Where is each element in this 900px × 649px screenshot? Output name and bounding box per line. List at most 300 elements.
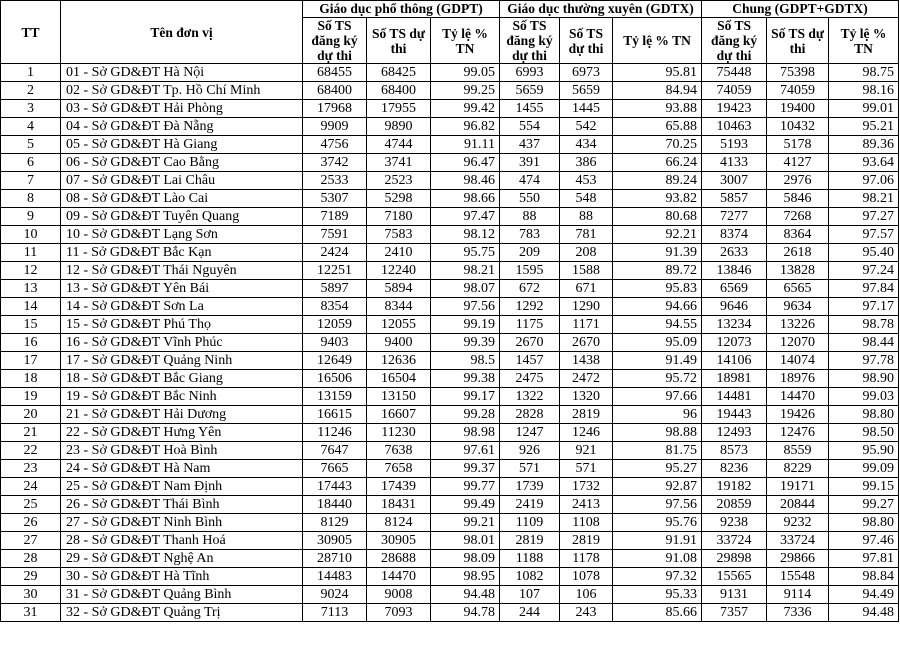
row-gdtx-rate: 95.27 (613, 460, 702, 478)
row-unit: 11 - Sở GD&ĐT Bắc Kạn (61, 244, 303, 262)
row-gdpt-registered: 7113 (303, 604, 367, 622)
row-tt: 29 (1, 568, 61, 586)
row-all-rate: 95.90 (829, 442, 899, 460)
row-gdpt-rate: 97.56 (431, 298, 500, 316)
row-gdpt-sat: 9890 (367, 118, 431, 136)
row-all-registered: 20859 (702, 496, 767, 514)
row-gdtx-sat: 2670 (560, 334, 613, 352)
row-gdpt-registered: 12649 (303, 352, 367, 370)
row-unit: 16 - Sở GD&ĐT Vĩnh Phúc (61, 334, 303, 352)
row-gdpt-rate: 98.01 (431, 532, 500, 550)
row-gdpt-rate: 98.07 (431, 280, 500, 298)
table-row (1, 532, 899, 550)
row-gdpt-sat: 13150 (367, 388, 431, 406)
row-gdtx-rate: 89.24 (613, 172, 702, 190)
row-unit: 07 - Sở GD&ĐT Lai Châu (61, 172, 303, 190)
row-all-sat: 19426 (767, 406, 829, 424)
row-gdtx-sat: 1246 (560, 424, 613, 442)
table-row (1, 172, 899, 190)
row-all-registered: 19423 (702, 100, 767, 118)
row-gdpt-sat: 17955 (367, 100, 431, 118)
row-gdtx-rate: 95.83 (613, 280, 702, 298)
header-group-chung: Chung (GDPT+GDTX) (702, 1, 899, 18)
row-gdtx-rate: 95.33 (613, 586, 702, 604)
row-unit: 22 - Sở GD&ĐT Hưng Yên (61, 424, 303, 442)
row-all-registered: 13234 (702, 316, 767, 334)
row-gdpt-registered: 17968 (303, 100, 367, 118)
row-tt: 12 (1, 262, 61, 280)
row-gdtx-rate: 70.25 (613, 136, 702, 154)
row-all-registered: 29898 (702, 550, 767, 568)
row-gdpt-sat: 7093 (367, 604, 431, 622)
row-all-sat: 9634 (767, 298, 829, 316)
row-all-sat: 5846 (767, 190, 829, 208)
row-unit: 29 - Sở GD&ĐT Nghệ An (61, 550, 303, 568)
row-gdtx-registered: 926 (500, 442, 560, 460)
row-all-sat: 13226 (767, 316, 829, 334)
row-all-rate: 94.48 (829, 604, 899, 622)
row-all-rate: 89.36 (829, 136, 899, 154)
header-tt: TT (1, 1, 61, 64)
row-unit: 18 - Sở GD&ĐT Bắc Giang (61, 370, 303, 388)
row-gdpt-sat: 68425 (367, 64, 431, 82)
row-gdtx-rate: 95.72 (613, 370, 702, 388)
header-all-rate: Tỷ lệ % TN (829, 18, 899, 64)
row-gdtx-registered: 437 (500, 136, 560, 154)
row-gdtx-sat: 243 (560, 604, 613, 622)
row-gdtx-rate: 96 (613, 406, 702, 424)
row-gdpt-rate: 94.78 (431, 604, 500, 622)
row-unit: 04 - Sở GD&ĐT Đà Nẵng (61, 118, 303, 136)
row-tt: 5 (1, 136, 61, 154)
row-gdtx-registered: 1082 (500, 568, 560, 586)
row-gdtx-rate: 95.76 (613, 514, 702, 532)
table-row (1, 352, 899, 370)
row-gdtx-rate: 91.91 (613, 532, 702, 550)
row-all-registered: 18981 (702, 370, 767, 388)
header-group-gdpt: Giáo dục phổ thông (GDPT) (303, 1, 500, 18)
row-all-sat: 7268 (767, 208, 829, 226)
row-all-sat: 18976 (767, 370, 829, 388)
row-unit: 10 - Sở GD&ĐT Lạng Sơn (61, 226, 303, 244)
row-gdtx-rate: 91.49 (613, 352, 702, 370)
row-gdpt-rate: 99.77 (431, 478, 500, 496)
row-gdtx-registered: 1595 (500, 262, 560, 280)
row-all-rate: 99.09 (829, 460, 899, 478)
row-gdtx-registered: 391 (500, 154, 560, 172)
row-tt: 17 (1, 352, 61, 370)
row-gdtx-rate: 94.55 (613, 316, 702, 334)
row-gdtx-sat: 548 (560, 190, 613, 208)
header-group-gdtx: Giáo dục thường xuyên (GDTX) (500, 1, 702, 18)
row-gdtx-registered: 2670 (500, 334, 560, 352)
row-gdtx-rate: 91.08 (613, 550, 702, 568)
row-tt: 20 (1, 406, 61, 424)
table-row (1, 190, 899, 208)
row-gdpt-sat: 12240 (367, 262, 431, 280)
row-gdpt-registered: 5897 (303, 280, 367, 298)
row-tt: 9 (1, 208, 61, 226)
row-gdtx-registered: 1109 (500, 514, 560, 532)
row-gdpt-sat: 2410 (367, 244, 431, 262)
row-gdtx-registered: 88 (500, 208, 560, 226)
row-gdtx-registered: 2819 (500, 532, 560, 550)
row-gdpt-rate: 99.42 (431, 100, 500, 118)
row-gdtx-rate: 92.87 (613, 478, 702, 496)
row-gdtx-sat: 1320 (560, 388, 613, 406)
row-all-rate: 97.06 (829, 172, 899, 190)
row-gdtx-sat: 6973 (560, 64, 613, 82)
row-gdtx-registered: 1739 (500, 478, 560, 496)
header-all-registered: Số TS đăng ký dự thi (702, 18, 767, 64)
row-all-rate: 98.75 (829, 64, 899, 82)
row-all-rate: 97.24 (829, 262, 899, 280)
row-gdpt-rate: 96.47 (431, 154, 500, 172)
row-gdpt-rate: 98.12 (431, 226, 500, 244)
table-row (1, 586, 899, 604)
row-tt: 19 (1, 388, 61, 406)
row-gdtx-sat: 208 (560, 244, 613, 262)
row-gdpt-rate: 99.25 (431, 82, 500, 100)
row-all-rate: 97.46 (829, 532, 899, 550)
row-all-rate: 99.01 (829, 100, 899, 118)
header-gdtx-sat: Số TS dự thi (560, 18, 613, 64)
row-gdpt-registered: 68400 (303, 82, 367, 100)
table-row (1, 604, 899, 622)
row-all-sat: 13828 (767, 262, 829, 280)
row-gdtx-sat: 2472 (560, 370, 613, 388)
row-all-sat: 2976 (767, 172, 829, 190)
row-gdpt-rate: 98.09 (431, 550, 500, 568)
row-all-rate: 97.84 (829, 280, 899, 298)
row-all-registered: 75448 (702, 64, 767, 82)
row-all-rate: 97.27 (829, 208, 899, 226)
header-unit: Tên đơn vị (61, 1, 303, 64)
row-unit: 08 - Sở GD&ĐT Lào Cai (61, 190, 303, 208)
row-gdpt-sat: 5894 (367, 280, 431, 298)
row-gdtx-rate: 81.75 (613, 442, 702, 460)
row-all-sat: 7336 (767, 604, 829, 622)
row-gdpt-sat: 30905 (367, 532, 431, 550)
row-gdpt-sat: 5298 (367, 190, 431, 208)
row-gdtx-sat: 542 (560, 118, 613, 136)
row-all-rate: 97.81 (829, 550, 899, 568)
row-all-rate: 98.16 (829, 82, 899, 100)
row-all-rate: 94.49 (829, 586, 899, 604)
row-tt: 7 (1, 172, 61, 190)
row-gdpt-registered: 18440 (303, 496, 367, 514)
row-unit: 23 - Sở GD&ĐT Hoà Bình (61, 442, 303, 460)
row-all-rate: 99.27 (829, 496, 899, 514)
row-all-rate: 95.40 (829, 244, 899, 262)
row-all-registered: 13846 (702, 262, 767, 280)
row-gdpt-rate: 98.98 (431, 424, 500, 442)
row-all-sat: 4127 (767, 154, 829, 172)
table-row (1, 514, 899, 532)
row-all-rate: 95.21 (829, 118, 899, 136)
row-all-registered: 10463 (702, 118, 767, 136)
row-all-registered: 8573 (702, 442, 767, 460)
row-gdpt-rate: 99.37 (431, 460, 500, 478)
row-all-registered: 15565 (702, 568, 767, 586)
table-row (1, 262, 899, 280)
row-all-sat: 6565 (767, 280, 829, 298)
row-gdtx-rate: 85.66 (613, 604, 702, 622)
row-gdtx-rate: 93.88 (613, 100, 702, 118)
row-gdtx-sat: 1588 (560, 262, 613, 280)
row-gdpt-registered: 7189 (303, 208, 367, 226)
row-gdtx-sat: 1445 (560, 100, 613, 118)
table-row (1, 460, 899, 478)
row-gdpt-registered: 2533 (303, 172, 367, 190)
row-gdtx-sat: 1171 (560, 316, 613, 334)
row-all-registered: 9131 (702, 586, 767, 604)
row-all-sat: 74059 (767, 82, 829, 100)
row-unit: 03 - Sở GD&ĐT Hải Phòng (61, 100, 303, 118)
row-gdtx-registered: 2475 (500, 370, 560, 388)
row-gdtx-rate: 92.21 (613, 226, 702, 244)
row-all-rate: 98.84 (829, 568, 899, 586)
row-gdpt-sat: 7638 (367, 442, 431, 460)
row-all-registered: 14106 (702, 352, 767, 370)
row-gdpt-sat: 7583 (367, 226, 431, 244)
row-gdtx-registered: 244 (500, 604, 560, 622)
row-all-registered: 74059 (702, 82, 767, 100)
table-row (1, 568, 899, 586)
row-all-rate: 93.64 (829, 154, 899, 172)
header-gdpt-sat: Số TS dự thi (367, 18, 431, 64)
row-gdtx-rate: 65.88 (613, 118, 702, 136)
row-gdpt-sat: 16504 (367, 370, 431, 388)
table-row (1, 244, 899, 262)
header-gdtx-rate: Tỷ lệ % TN (613, 18, 702, 64)
row-gdtx-sat: 1438 (560, 352, 613, 370)
row-gdpt-rate: 98.21 (431, 262, 500, 280)
row-gdpt-registered: 4756 (303, 136, 367, 154)
row-gdtx-sat: 453 (560, 172, 613, 190)
row-all-sat: 29866 (767, 550, 829, 568)
row-all-registered: 12073 (702, 334, 767, 352)
row-all-rate: 98.50 (829, 424, 899, 442)
row-gdtx-registered: 209 (500, 244, 560, 262)
row-all-registered: 4133 (702, 154, 767, 172)
table-row (1, 316, 899, 334)
row-gdpt-sat: 8124 (367, 514, 431, 532)
row-tt: 4 (1, 118, 61, 136)
row-gdtx-rate: 84.94 (613, 82, 702, 100)
row-all-sat: 15548 (767, 568, 829, 586)
row-gdtx-sat: 88 (560, 208, 613, 226)
row-gdpt-sat: 12636 (367, 352, 431, 370)
table-body (1, 64, 899, 622)
row-gdpt-registered: 14483 (303, 568, 367, 586)
row-gdpt-sat: 9400 (367, 334, 431, 352)
row-gdpt-registered: 9403 (303, 334, 367, 352)
table-row (1, 136, 899, 154)
row-gdpt-registered: 5307 (303, 190, 367, 208)
row-tt: 13 (1, 280, 61, 298)
row-all-registered: 19443 (702, 406, 767, 424)
row-gdtx-sat: 1290 (560, 298, 613, 316)
row-gdpt-sat: 8344 (367, 298, 431, 316)
row-gdtx-sat: 5659 (560, 82, 613, 100)
table-row (1, 118, 899, 136)
row-gdpt-rate: 95.75 (431, 244, 500, 262)
row-tt: 6 (1, 154, 61, 172)
row-tt: 24 (1, 478, 61, 496)
row-gdtx-registered: 1247 (500, 424, 560, 442)
row-gdtx-sat: 1108 (560, 514, 613, 532)
table-row (1, 82, 899, 100)
row-all-sat: 2618 (767, 244, 829, 262)
row-gdtx-sat: 2819 (560, 532, 613, 550)
row-all-rate: 99.03 (829, 388, 899, 406)
row-gdtx-sat: 781 (560, 226, 613, 244)
row-gdpt-sat: 18431 (367, 496, 431, 514)
row-gdtx-sat: 1732 (560, 478, 613, 496)
row-tt: 26 (1, 514, 61, 532)
row-gdpt-registered: 7665 (303, 460, 367, 478)
row-gdpt-registered: 13159 (303, 388, 367, 406)
row-unit: 27 - Sở GD&ĐT Ninh Bình (61, 514, 303, 532)
row-unit: 06 - Sở GD&ĐT Cao Bằng (61, 154, 303, 172)
table-row (1, 388, 899, 406)
row-gdpt-sat: 14470 (367, 568, 431, 586)
row-gdtx-sat: 2413 (560, 496, 613, 514)
row-unit: 14 - Sở GD&ĐT Sơn La (61, 298, 303, 316)
row-gdtx-registered: 783 (500, 226, 560, 244)
row-tt: 16 (1, 334, 61, 352)
row-tt: 22 (1, 442, 61, 460)
row-unit: 17 - Sở GD&ĐT Quảng Ninh (61, 352, 303, 370)
row-gdpt-rate: 96.82 (431, 118, 500, 136)
row-gdpt-registered: 68455 (303, 64, 367, 82)
row-gdtx-registered: 2828 (500, 406, 560, 424)
table-row (1, 334, 899, 352)
row-all-registered: 14481 (702, 388, 767, 406)
row-gdpt-registered: 9909 (303, 118, 367, 136)
row-gdtx-registered: 571 (500, 460, 560, 478)
row-gdpt-rate: 99.05 (431, 64, 500, 82)
row-all-registered: 19182 (702, 478, 767, 496)
row-all-registered: 33724 (702, 532, 767, 550)
row-all-registered: 9238 (702, 514, 767, 532)
row-unit: 28 - Sở GD&ĐT Thanh Hoá (61, 532, 303, 550)
row-all-rate: 98.90 (829, 370, 899, 388)
row-gdpt-sat: 2523 (367, 172, 431, 190)
table-row (1, 550, 899, 568)
row-gdtx-registered: 1457 (500, 352, 560, 370)
row-gdtx-rate: 97.32 (613, 568, 702, 586)
row-tt: 28 (1, 550, 61, 568)
row-all-sat: 33724 (767, 532, 829, 550)
table-row (1, 424, 899, 442)
row-gdpt-registered: 9024 (303, 586, 367, 604)
row-tt: 27 (1, 532, 61, 550)
row-gdpt-rate: 98.46 (431, 172, 500, 190)
row-gdpt-registered: 11246 (303, 424, 367, 442)
row-gdtx-registered: 550 (500, 190, 560, 208)
table-row (1, 298, 899, 316)
row-all-registered: 5193 (702, 136, 767, 154)
row-tt: 10 (1, 226, 61, 244)
row-all-registered: 6569 (702, 280, 767, 298)
row-all-registered: 8236 (702, 460, 767, 478)
row-gdtx-registered: 2419 (500, 496, 560, 514)
row-gdpt-registered: 16506 (303, 370, 367, 388)
table-row (1, 64, 899, 82)
row-unit: 31 - Sở GD&ĐT Quảng Bình (61, 586, 303, 604)
row-gdpt-registered: 16615 (303, 406, 367, 424)
row-gdtx-sat: 434 (560, 136, 613, 154)
row-all-registered: 2633 (702, 244, 767, 262)
table-row (1, 280, 899, 298)
row-tt: 25 (1, 496, 61, 514)
row-gdpt-rate: 99.19 (431, 316, 500, 334)
row-gdtx-rate: 95.09 (613, 334, 702, 352)
row-gdpt-rate: 98.66 (431, 190, 500, 208)
row-all-sat: 8229 (767, 460, 829, 478)
row-all-registered: 12493 (702, 424, 767, 442)
row-gdpt-sat: 7658 (367, 460, 431, 478)
row-gdtx-registered: 107 (500, 586, 560, 604)
row-tt: 23 (1, 460, 61, 478)
row-all-rate: 97.57 (829, 226, 899, 244)
header-gdtx-registered: Số TS đăng ký dự thi (500, 18, 560, 64)
row-gdpt-rate: 99.21 (431, 514, 500, 532)
row-gdpt-rate: 99.39 (431, 334, 500, 352)
row-gdpt-registered: 8129 (303, 514, 367, 532)
table-row (1, 208, 899, 226)
row-all-rate: 97.17 (829, 298, 899, 316)
row-gdpt-registered: 30905 (303, 532, 367, 550)
row-tt: 1 (1, 64, 61, 82)
row-gdtx-rate: 80.68 (613, 208, 702, 226)
row-all-rate: 99.15 (829, 478, 899, 496)
row-gdtx-sat: 671 (560, 280, 613, 298)
row-gdtx-rate: 97.56 (613, 496, 702, 514)
row-all-sat: 5178 (767, 136, 829, 154)
row-gdpt-registered: 28710 (303, 550, 367, 568)
table-row (1, 442, 899, 460)
row-tt: 3 (1, 100, 61, 118)
row-all-sat: 19171 (767, 478, 829, 496)
table-header (1, 1, 899, 64)
row-gdpt-sat: 7180 (367, 208, 431, 226)
row-unit: 26 - Sở GD&ĐT Thái Bình (61, 496, 303, 514)
row-gdtx-registered: 5659 (500, 82, 560, 100)
row-gdtx-registered: 1175 (500, 316, 560, 334)
row-gdpt-rate: 99.38 (431, 370, 500, 388)
row-all-rate: 98.80 (829, 406, 899, 424)
row-gdpt-rate: 97.61 (431, 442, 500, 460)
row-unit: 24 - Sở GD&ĐT Hà Nam (61, 460, 303, 478)
row-gdpt-rate: 98.95 (431, 568, 500, 586)
row-gdpt-registered: 17443 (303, 478, 367, 496)
row-gdpt-registered: 12059 (303, 316, 367, 334)
row-all-registered: 7357 (702, 604, 767, 622)
row-gdpt-rate: 99.17 (431, 388, 500, 406)
row-all-sat: 12070 (767, 334, 829, 352)
row-tt: 2 (1, 82, 61, 100)
row-gdtx-rate: 97.66 (613, 388, 702, 406)
row-unit: 05 - Sở GD&ĐT Hà Giang (61, 136, 303, 154)
row-gdpt-registered: 7591 (303, 226, 367, 244)
row-unit: 25 - Sở GD&ĐT Nam Định (61, 478, 303, 496)
row-all-rate: 98.78 (829, 316, 899, 334)
row-gdpt-sat: 16607 (367, 406, 431, 424)
row-gdpt-sat: 9008 (367, 586, 431, 604)
